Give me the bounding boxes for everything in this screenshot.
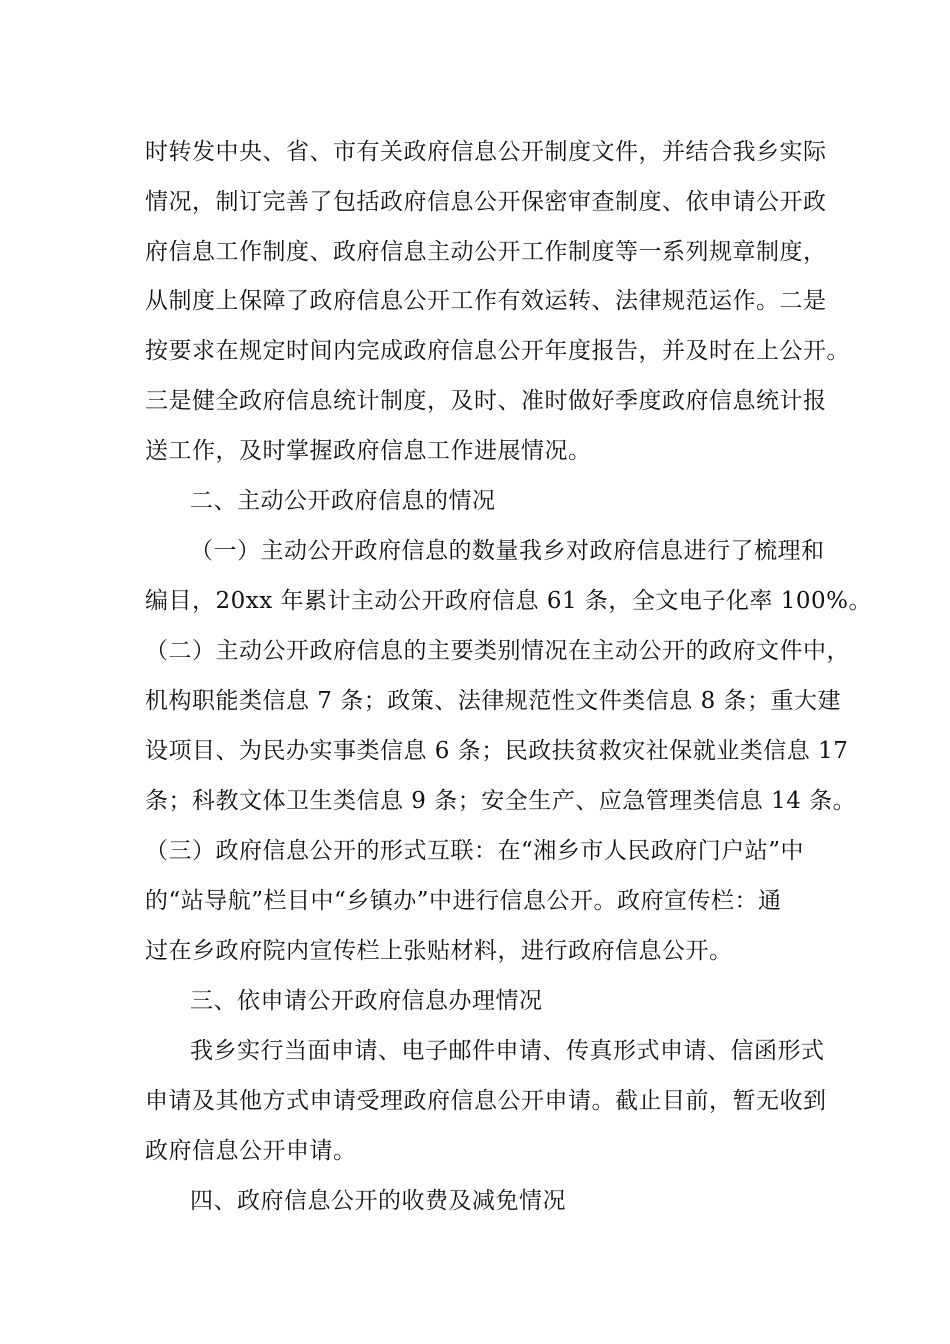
body-line-10: 编目，20xx 年累计主动公开政府信息 61 条，全文电子化率 100%。 [145, 588, 872, 614]
body-line-1: 时转发中央、省、市有关政府信息公开制度文件，并结合我乡实际 [145, 139, 827, 165]
body-line-12: 机构职能类信息 7 条；政策、法律规范性文件类信息 8 条；重大建 [145, 688, 842, 714]
body-line-4: 从制度上保障了政府信息公开工作有效运转、法律规范运作。二是 [145, 288, 827, 314]
body-line-20: 申请及其他方式申请受理政府信息公开申请。截止目前，暂无收到 [145, 1088, 827, 1114]
section-heading-3: 三、依申请公开政府信息办理情况 [190, 988, 543, 1014]
body-line-21: 政府信息公开申请。 [145, 1138, 357, 1164]
body-line-17: 过在乡政府院内宣传栏上张贴材料，进行政府信息公开。 [145, 938, 733, 964]
body-line-6: 三是健全政府信息统计制度，及时、准时做好季度政府信息统计报 [145, 388, 827, 414]
body-line-5: 按要求在规定时间内完成政府信息公开年度报告，并及时在上公开。 [145, 338, 850, 364]
body-line-14: 条；科教文体卫生类信息 9 条；安全生产、应急管理类信息 14 条。 [145, 788, 857, 814]
body-line-16: 的“站导航”栏目中“乡镇办”中进行信息公开。政府宣传栏：通 [145, 888, 782, 914]
body-line-13: 设项目、为民办实事类信息 6 条；民政扶贫救灾社保就业类信息 17 [145, 738, 849, 764]
body-line-9: （一）主动公开政府信息的数量我乡对政府信息进行了梳理和 [190, 538, 825, 564]
body-line-3: 府信息工作制度、政府信息主动公开工作制度等一系列规章制度， [145, 239, 827, 265]
body-line-11: （二）主动公开政府信息的主要类别情况在主动公开的政府文件中， [145, 638, 850, 664]
body-line-2: 情况，制订完善了包括政府信息公开保密审查制度、依申请公开政 [145, 189, 827, 215]
section-heading-2: 二、主动公开政府信息的情况 [190, 488, 496, 514]
body-line-19: 我乡实行当面申请、电子邮件申请、传真形式申请、信函形式 [190, 1038, 825, 1064]
body-line-15: （三）政府信息公开的形式互联：在“湘乡市人民政府门户站”中 [145, 838, 805, 864]
section-heading-4: 四、政府信息公开的收费及减免情况 [190, 1188, 566, 1214]
body-line-7: 送工作，及时掌握政府信息工作进展情况。 [145, 438, 592, 464]
